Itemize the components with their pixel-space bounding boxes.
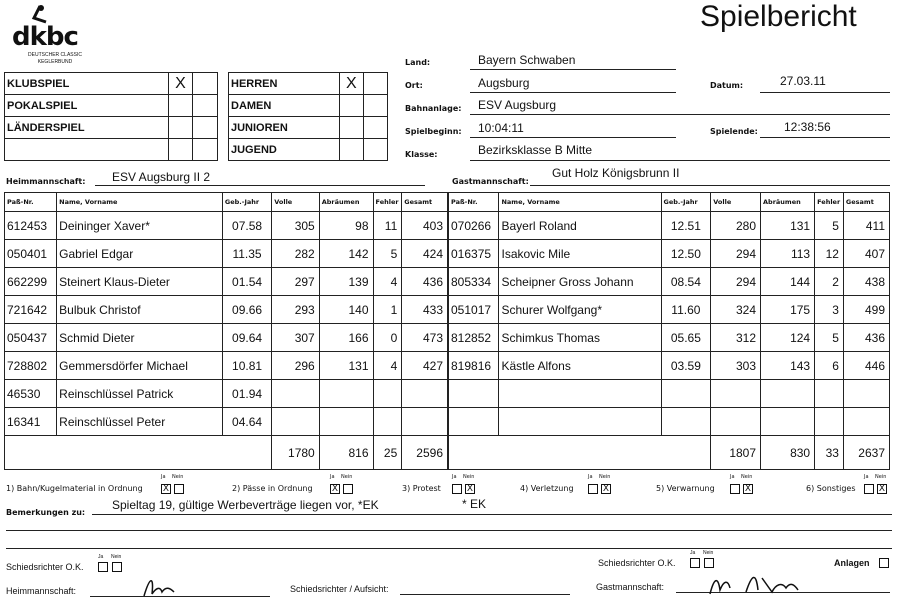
check-4-label: 4) Verletzung [520, 484, 574, 493]
remarks-value-2: * EK [462, 497, 487, 511]
cell-volle: 280 [711, 212, 761, 240]
cell-pass: 662299 [5, 268, 57, 296]
ref-ok-label-2: Schiedsrichter O.K. [598, 558, 676, 568]
cell-fehler [815, 408, 844, 436]
home-results-table [4, 192, 448, 470]
cell-abr: 166 [319, 324, 373, 352]
gender-damen: DAMEN [229, 95, 340, 117]
cell-geb: 08.54 [661, 268, 711, 296]
col-gesamt: Gesamt [843, 193, 889, 212]
check-1-ja[interactable]: X [162, 484, 170, 494]
cell-abr: 98 [319, 212, 373, 240]
cell-geb: 10.81 [222, 352, 271, 380]
check-5-ja[interactable] [730, 484, 740, 494]
col-fehler: Fehler [815, 193, 844, 212]
total-row [449, 436, 890, 470]
cell-volle [272, 380, 320, 408]
ref-ok-nein[interactable] [112, 562, 122, 572]
cell-gesamt: 427 [402, 352, 448, 380]
total-spacer [5, 436, 272, 470]
cell-geb: 01.54 [222, 268, 271, 296]
cell-name: Isakovic Mile [499, 240, 661, 268]
remarks-value: Spieltag 19, gültige Werbeverträge liegen vor, *EK [112, 498, 379, 512]
col-name: Name, Vorname [499, 193, 661, 212]
cell-volle [272, 408, 320, 436]
guest-results-table [448, 192, 890, 470]
cell-geb: 04.64 [222, 408, 271, 436]
col-volle: Volle [711, 193, 761, 212]
cell-volle [711, 408, 761, 436]
cell-name [499, 380, 661, 408]
col-name: Name, Vorname [57, 193, 223, 212]
cell-pass: 728802 [5, 352, 57, 380]
cell-pass: 050401 [5, 240, 57, 268]
remarks-label: Bemerkungen zu: [6, 508, 86, 517]
home-signature-icon [140, 574, 180, 600]
cell-volle: 312 [711, 324, 761, 352]
cell-abr: 142 [319, 240, 373, 268]
home-team-label: Heimmannschaft: [6, 177, 86, 186]
bahn-value: ESV Augsburg [478, 98, 557, 112]
check-1-nein[interactable] [174, 484, 184, 494]
cell-geb: 09.64 [222, 324, 271, 352]
type-empty [5, 139, 169, 161]
table-row [5, 296, 448, 324]
total-gesamt: 2637 [843, 436, 889, 470]
guest-signature-icon [706, 568, 806, 598]
cell-geb: 03.59 [661, 352, 711, 380]
ort-label: Ort: [405, 81, 423, 90]
cell-pass: 805334 [449, 268, 499, 296]
cell-fehler: 3 [815, 296, 844, 324]
ja-label: Ja [690, 550, 696, 556]
bahn-label: Bahnanlage: [405, 104, 462, 113]
table-row [449, 324, 890, 352]
beginn-label: Spielbeginn: [405, 127, 462, 136]
total-abr: 830 [761, 436, 815, 470]
table-row [5, 268, 448, 296]
footer-ref-label: Schiedsrichter / Aufsicht: [290, 584, 389, 594]
cell-fehler: 12 [815, 240, 844, 268]
cell-pass: 46530 [5, 380, 57, 408]
logo [10, 4, 100, 64]
cell-geb: 01.94 [222, 380, 271, 408]
cell-name: Schmid Dieter [57, 324, 223, 352]
ref-ok-ja[interactable] [98, 562, 108, 572]
home-team-value: ESV Augsburg II 2 [112, 170, 211, 184]
gender-jugend-mark [339, 139, 363, 161]
nein-label: Nein [741, 474, 753, 480]
cell-gesamt: 436 [843, 324, 889, 352]
nein-label: Nein [172, 474, 184, 480]
check-6-label: 6) Sonstiges [806, 484, 856, 493]
type-klubspiel-mark: X [168, 73, 193, 95]
col-abr: Abräumen [761, 193, 815, 212]
cell-abr: 131 [319, 352, 373, 380]
gender-jugend: JUGEND [229, 139, 340, 161]
ref-ok2-nein[interactable] [704, 558, 714, 568]
table-row [5, 380, 448, 408]
cell-abr: 139 [319, 268, 373, 296]
cell-fehler: 5 [815, 324, 844, 352]
cell-fehler: 1 [373, 296, 402, 324]
game-type-table [4, 72, 218, 161]
type-pokalspiel-mark [168, 95, 193, 117]
total-row [5, 436, 448, 470]
type-laenderspiel-mark [168, 117, 193, 139]
cell-pass: 016375 [449, 240, 499, 268]
cell-fehler: 0 [373, 324, 402, 352]
cell-volle [711, 380, 761, 408]
cell-gesamt [843, 380, 889, 408]
page-title: Spielbericht [700, 0, 857, 33]
nein-label: Nein [875, 474, 887, 480]
cell-volle: 296 [272, 352, 320, 380]
col-geb: Geb.-Jahr [661, 193, 711, 212]
klasse-label: Klasse: [405, 150, 438, 159]
check-5-nein[interactable]: X [744, 484, 752, 494]
cell-gesamt [843, 408, 889, 436]
cell-volle: 324 [711, 296, 761, 324]
check-2-label: 2) Pässe in Ordnung [232, 484, 313, 493]
col-fehler: Fehler [373, 193, 402, 212]
total-fehler: 33 [815, 436, 844, 470]
guest-team-value: Gut Holz Königsbrunn II [552, 166, 680, 180]
cell-gesamt: 411 [843, 212, 889, 240]
ja-label: Ja [864, 474, 869, 480]
anlagen-label: Anlagen [834, 558, 870, 568]
guest-team-label: Gastmannschaft: [452, 177, 529, 186]
cell-geb [661, 408, 711, 436]
ref-ok-label: Schiedsrichter O.K. [6, 562, 84, 572]
table-row [5, 212, 448, 240]
gender-damen-mark [339, 95, 363, 117]
cell-pass: 819816 [449, 352, 499, 380]
cell-geb: 12.51 [661, 212, 711, 240]
cell-geb: 07.58 [222, 212, 271, 240]
total-gesamt: 2596 [402, 436, 448, 470]
cell-abr: 175 [761, 296, 815, 324]
logo-sub2: KEGLERBUND [37, 59, 73, 65]
cell-volle: 293 [272, 296, 320, 324]
klasse-value: Bezirksklasse B Mitte [478, 143, 593, 157]
cell-pass: 612453 [5, 212, 57, 240]
nein-label: Nein [111, 554, 122, 560]
type-klubspiel: KLUBSPIEL [5, 73, 169, 95]
cell-geb: 09.66 [222, 296, 271, 324]
type-laenderspiel: LÄNDERSPIEL [5, 117, 169, 139]
cell-geb: 12.50 [661, 240, 711, 268]
checks-row [6, 476, 896, 500]
col-geb: Geb.-Jahr [222, 193, 271, 212]
nein-label: Nein [463, 474, 475, 480]
col-pass: Paß-Nr. [5, 193, 57, 212]
cell-geb: 11.35 [222, 240, 271, 268]
table-row [449, 240, 890, 268]
col-volle: Volle [272, 193, 320, 212]
table-row [449, 408, 890, 436]
logo-sub1: DEUTSCHER CLASSIC [28, 52, 82, 58]
cell-gesamt: 436 [402, 268, 448, 296]
cell-abr [319, 408, 373, 436]
check-2-nein[interactable] [343, 484, 353, 494]
check-5-label: 5) Verwarnung [656, 484, 715, 493]
cell-gesamt: 424 [402, 240, 448, 268]
cell-gesamt [402, 380, 448, 408]
cell-gesamt: 433 [402, 296, 448, 324]
check-4-ja[interactable] [588, 484, 598, 494]
ja-label: Ja [588, 474, 593, 480]
cell-pass [449, 408, 499, 436]
cell-abr: 143 [761, 352, 815, 380]
check-6-nein[interactable]: X [878, 484, 886, 494]
cell-name: Gemmersdörfer Michael [57, 352, 223, 380]
ort-value: Augsburg [478, 76, 530, 90]
check-3-label: 3) Protest [402, 484, 441, 493]
cell-fehler [815, 380, 844, 408]
cell-volle: 294 [711, 268, 761, 296]
cell-fehler: 5 [815, 212, 844, 240]
cell-gesamt: 473 [402, 324, 448, 352]
cell-pass: 16341 [5, 408, 57, 436]
ende-label: Spielende: [710, 127, 758, 136]
footer-guest-label: Gastmannschaft: [596, 582, 665, 592]
cell-abr: 113 [761, 240, 815, 268]
ja-label: Ja [730, 474, 735, 480]
nein-label: Nein [341, 474, 353, 480]
nein-label: Nein [703, 550, 714, 556]
cell-abr: 131 [761, 212, 815, 240]
cell-volle: 282 [272, 240, 320, 268]
cell-gesamt: 499 [843, 296, 889, 324]
cell-name: Kästle Alfons [499, 352, 661, 380]
cell-name: Gabriel Edgar [57, 240, 223, 268]
cell-volle: 307 [272, 324, 320, 352]
table-row [5, 352, 448, 380]
cell-name [499, 408, 661, 436]
check-1-label: 1) Bahn/Kugelmaterial in Ordnung [6, 484, 143, 493]
cell-name: Schimkus Thomas [499, 324, 661, 352]
cell-gesamt: 407 [843, 240, 889, 268]
cell-fehler [373, 408, 402, 436]
cell-gesamt: 403 [402, 212, 448, 240]
gender-junioren-mark [339, 117, 363, 139]
total-volle: 1780 [272, 436, 320, 470]
cell-fehler: 6 [815, 352, 844, 380]
gender-herren-mark: X [339, 73, 363, 95]
total-fehler: 25 [373, 436, 402, 470]
cell-abr [761, 380, 815, 408]
check-3-nein[interactable]: X [466, 484, 474, 494]
cell-fehler [373, 380, 402, 408]
cell-geb: 05.65 [661, 324, 711, 352]
cell-fehler: 2 [815, 268, 844, 296]
col-gesamt: Gesamt [402, 193, 448, 212]
land-value: Bayern Schwaben [478, 53, 576, 67]
cell-abr: 124 [761, 324, 815, 352]
logo-text: dkbc [12, 22, 78, 52]
ja-label: Ja [452, 474, 457, 480]
cell-fehler: 11 [373, 212, 402, 240]
cell-name: Deininger Xaver* [57, 212, 223, 240]
cell-abr: 144 [761, 268, 815, 296]
ja-label: Ja [330, 474, 335, 480]
cell-pass: 051017 [449, 296, 499, 324]
datum-value: 27.03.11 [780, 74, 826, 88]
table-row [5, 324, 448, 352]
cell-abr: 140 [319, 296, 373, 324]
col-pass: Paß-Nr. [449, 193, 499, 212]
cell-abr [319, 380, 373, 408]
nein-label: Nein [599, 474, 611, 480]
cell-volle: 305 [272, 212, 320, 240]
total-abr: 816 [319, 436, 373, 470]
land-label: Land: [405, 58, 431, 67]
cell-pass: 050437 [5, 324, 57, 352]
cell-name: Scheipner Gross Johann [499, 268, 661, 296]
check-3-ja[interactable] [452, 484, 462, 494]
cell-name: Schurer Wolfgang* [499, 296, 661, 324]
table-row [449, 380, 890, 408]
gender-table [228, 72, 388, 161]
cell-abr [761, 408, 815, 436]
cell-pass: 812852 [449, 324, 499, 352]
cell-fehler: 5 [373, 240, 402, 268]
type-pokalspiel: POKALSPIEL [5, 95, 169, 117]
cell-gesamt: 446 [843, 352, 889, 380]
cell-gesamt: 438 [843, 268, 889, 296]
cell-fehler: 4 [373, 268, 402, 296]
gender-junioren: JUNIOREN [229, 117, 340, 139]
total-spacer [449, 436, 711, 470]
cell-pass [449, 380, 499, 408]
cell-name: Reinschlüssel Patrick [57, 380, 223, 408]
cell-name: Bulbuk Christof [57, 296, 223, 324]
cell-geb: 11.60 [661, 296, 711, 324]
col-abr: Abräumen [319, 193, 373, 212]
cell-name: Reinschlüssel Peter [57, 408, 223, 436]
check-6-ja[interactable] [864, 484, 874, 494]
footer-home-label: Heimmannschaft: [6, 586, 77, 596]
table-row [5, 240, 448, 268]
anlagen-checkbox[interactable] [879, 558, 889, 568]
check-2-ja[interactable]: X [331, 484, 339, 494]
beginn-value: 10:04:11 [478, 121, 524, 135]
check-4-nein[interactable]: X [602, 484, 610, 494]
gender-herren: HERREN [229, 73, 340, 95]
cell-volle: 297 [272, 268, 320, 296]
cell-fehler: 4 [373, 352, 402, 380]
datum-label: Datum: [710, 81, 744, 90]
ja-label: Ja [98, 554, 104, 560]
table-row [449, 352, 890, 380]
cell-pass: 721642 [5, 296, 57, 324]
ja-label: Ja [161, 474, 166, 480]
cell-geb [661, 380, 711, 408]
table-row [449, 212, 890, 240]
ende-value: 12:38:56 [784, 120, 831, 134]
cell-pass: 070266 [449, 212, 499, 240]
cell-volle: 294 [711, 240, 761, 268]
table-row [449, 268, 890, 296]
table-row [5, 408, 448, 436]
cell-volle: 303 [711, 352, 761, 380]
cell-name: Steinert Klaus-Dieter [57, 268, 223, 296]
total-volle: 1807 [711, 436, 761, 470]
ref-ok2-ja[interactable] [690, 558, 700, 568]
table-row [449, 296, 890, 324]
cell-name: Bayerl Roland [499, 212, 661, 240]
cell-gesamt [402, 408, 448, 436]
